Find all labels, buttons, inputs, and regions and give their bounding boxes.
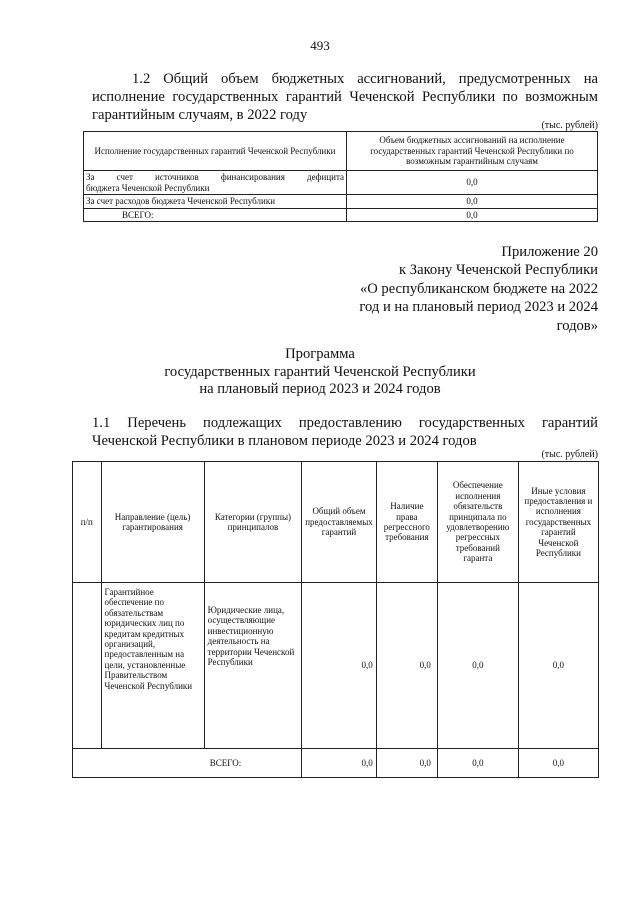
section-1-2-title [92,70,598,124]
row-label-line: бюджета Чеченской Республики [86,182,210,193]
table-row [84,171,598,195]
header-cell: Исполнение государственных гарантий Чеченской Республики [84,132,347,171]
total-label-cell: ВСЕГО: [84,208,347,222]
guarantee-execution-table [83,131,598,222]
row-label-cell: За счет расходов бюджета Чеченской Республики [84,195,347,209]
section-1-2-title-line: исполнение государственных гарантий Чеченской Республики по возможным [92,89,598,105]
header-cell: п/п [73,462,102,583]
section-1-2-title-line: гарантийным случаям, в 2022 году [92,107,308,123]
header-cell: Категории (группы) принципалов [204,462,302,583]
header-cell: Направление (цель) гарантирования [101,462,204,583]
appendix-line: Приложение 20 [501,244,598,260]
row-number-cell [73,583,102,749]
page-number: 493 [310,38,330,53]
units-label: (тыс. рублей) [541,120,598,131]
table-header-row [73,462,599,583]
total-value-cell: 0,0 [376,749,437,778]
appendix-reference [298,243,598,335]
appendix-line: к Закону Чеченской Республики [399,262,598,279]
row-label-line: За счет источников финансирования дефицита [86,172,344,182]
table-row [84,195,598,209]
total-value-cell: 0,0 [437,749,518,778]
total-label-cell: ВСЕГО: [73,749,302,778]
section-1-1-title-line: 1.1 Перечень подлежащих предоставлению государственных гарантий [92,415,598,431]
table-row [73,583,599,749]
section-1-2-title-line: 1.2 Общий объем бюджетных ассигнований, предусмотренных на [132,71,598,87]
row-label-cell [84,171,347,195]
header-cell: Объем бюджетных ассигнований на исполнение государственных гарантий Чеченской Республики по возможным гарантийным случаям [347,132,598,171]
header-cell: Наличие права регрессного требования [376,462,437,583]
units-label: (тыс. рублей) [541,449,598,460]
regress-right-cell: 0,0 [376,583,437,749]
program-title-line: на плановый период 2023 и 2024 годов [199,381,441,398]
row-value-cell: 0,0 [347,195,598,209]
total-value-cell: 0,0 [302,749,377,778]
table-header-row [84,132,598,171]
appendix-line: «О республиканском бюджете на 2022 [359,280,598,297]
section-1-1-title [92,414,598,450]
table-total-row [73,749,599,778]
total-value-cell: 0,0 [347,208,598,222]
header-cell: Общий объем предоставляемых гарантий [302,462,377,583]
program-title [0,346,640,399]
appendix-line: год и на плановый период 2023 и 2024 [359,299,598,316]
direction-cell: Гарантийное обеспечение по обязательствам юридических лиц по кредитам кредитных организаций, предоставленным на цели, установленные Правительством Чеченской Республики [101,583,204,749]
appendix-line: годов» [556,317,598,334]
table-total-row [84,208,598,222]
header-cell: Иные условия предоставления и исполнения государственных гарантий Чеченской Республики [518,462,598,583]
total-amount-cell: 0,0 [302,583,377,749]
section-1-1-title-line: Чеченской Республики в плановом периоде 2023 и 2024 годов [92,433,477,449]
security-cell: 0,0 [437,583,518,749]
program-title-line: Программа [285,346,355,362]
other-conditions-cell: 0,0 [518,583,598,749]
row-value-cell: 0,0 [347,171,598,195]
program-title-line: государственных гарантий Чеченской Республики [164,363,476,380]
guarantees-list-table [72,461,599,778]
header-cell: Обеспечение исполнения обязательств принципала по удовлетворению регрессных требований гаранта [437,462,518,583]
total-value-cell: 0,0 [518,749,598,778]
category-cell: Юридические лица, осуществляющие инвестиционную деятельность на территории Чеченской Республики [204,583,302,749]
